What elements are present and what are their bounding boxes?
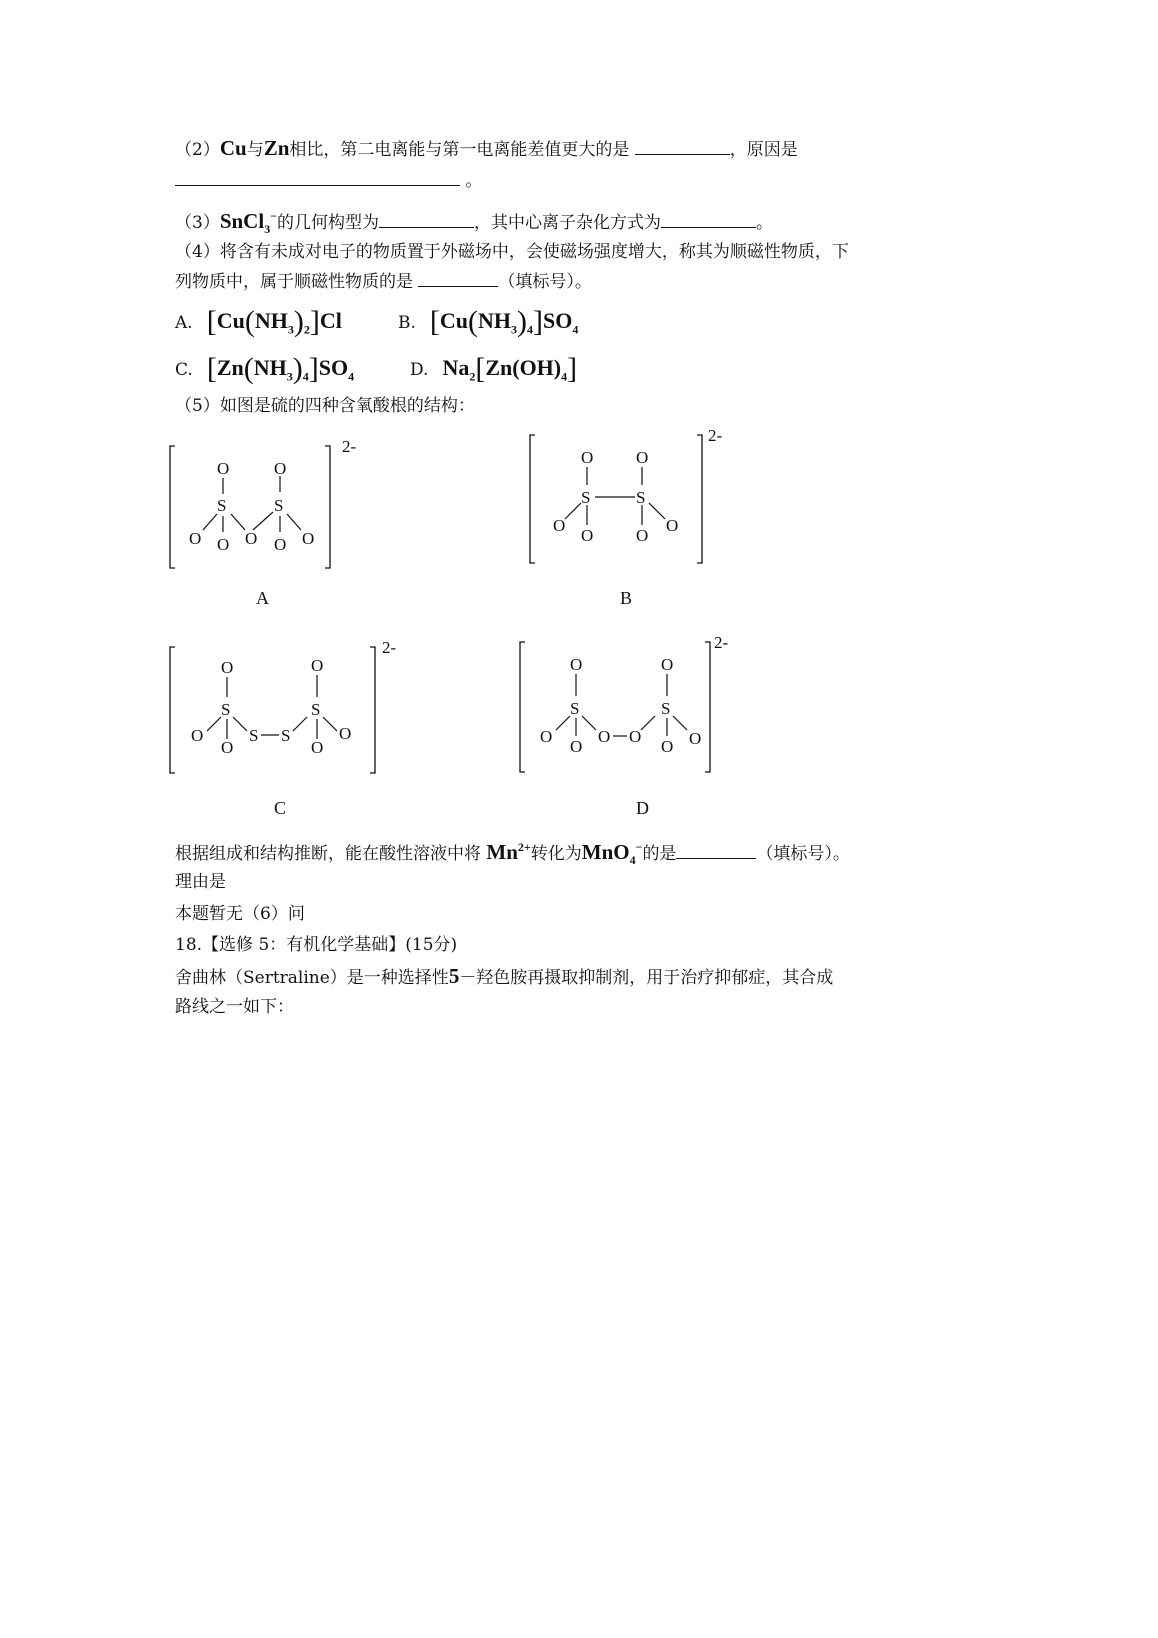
- svg-text:O: O: [553, 516, 566, 535]
- svg-text:O: O: [581, 448, 594, 467]
- formula-mno4: MnO$_4$−: [581, 840, 643, 868]
- svg-text:O: O: [661, 655, 674, 674]
- reason-line: 理由是: [175, 872, 226, 892]
- formula-sncl3: SnCl$_3$−: [219, 209, 278, 237]
- svg-text:O: O: [191, 726, 204, 745]
- option-c: C. $[Zn(NH_3)_4]SO_4$: [175, 352, 355, 385]
- svg-text:2-: 2-: [342, 437, 357, 456]
- formula-mn2: $Mn^{2+}$: [486, 840, 531, 864]
- option-d: D. $Na_2[Zn(OH)_4]$: [410, 352, 578, 385]
- question-3: （3）SnCl$_3$−的几何构型为 ，其中心离子杂化方式为 。: [175, 209, 774, 237]
- question-18-line2: 路线之一如下：: [175, 997, 294, 1017]
- svg-text:O: O: [581, 526, 594, 545]
- question-2: （2）Cu与Zn相比，第二电离能与第一电离能差值更大的是 ，原因是: [175, 136, 798, 160]
- svg-text:O: O: [570, 737, 583, 756]
- svg-text:O: O: [221, 658, 234, 677]
- svg-text:S: S: [249, 726, 259, 745]
- answer-blank[interactable]: [379, 213, 474, 228]
- question-18-title: 18.【选修 5：有机化学基础】(15分): [175, 935, 458, 955]
- svg-text:2-: 2-: [382, 638, 397, 657]
- formula-cu: Cu: [219, 136, 247, 160]
- question-2-line2: 。: [175, 170, 482, 192]
- option-a: A. $[Cu(NH_3)_2]Cl$: [175, 305, 342, 338]
- svg-text:O: O: [221, 738, 234, 757]
- svg-text:S: S: [311, 700, 321, 719]
- svg-text:O: O: [302, 529, 315, 548]
- answer-blank[interactable]: [661, 213, 756, 228]
- structure-a: [165, 430, 375, 584]
- svg-text:O: O: [274, 459, 287, 478]
- svg-text:O: O: [339, 724, 352, 743]
- svg-text:O: O: [689, 729, 702, 748]
- svg-text:O: O: [636, 448, 649, 467]
- svg-text:S: S: [636, 488, 646, 507]
- svg-text:O: O: [540, 727, 553, 746]
- svg-text:O: O: [311, 738, 324, 757]
- label-a: A: [256, 588, 269, 608]
- svg-text:O: O: [274, 535, 287, 554]
- answer-blank[interactable]: [635, 140, 730, 155]
- svg-text:S: S: [221, 700, 231, 719]
- svg-text:2-: 2-: [708, 426, 723, 445]
- option-b: B. $[Cu(NH_3)_4]SO_4$: [398, 305, 579, 338]
- question-5-text: 根据组成和结构推断，能在酸性溶液中将 $Mn^{2+}$转化为MnO$_4$−的是 （填标号）。: [175, 840, 850, 868]
- question-18-line1: 舍曲林（Sertraline）是一种选择性5－羟色胺再摄取抑制剂，用于治疗抑郁症，其合成: [175, 964, 834, 988]
- svg-text:O: O: [598, 727, 611, 746]
- label-b: B: [620, 588, 633, 608]
- structure-d: [515, 630, 745, 784]
- svg-text:O: O: [311, 656, 324, 675]
- label-c: C: [274, 798, 287, 818]
- svg-text:O: O: [189, 529, 202, 548]
- svg-text:O: O: [666, 516, 679, 535]
- answer-blank[interactable]: [418, 272, 498, 287]
- svg-text:O: O: [661, 737, 674, 756]
- svg-text:O: O: [217, 459, 230, 478]
- svg-text:S: S: [661, 699, 671, 718]
- answer-blank[interactable]: [676, 844, 756, 859]
- svg-text:O: O: [629, 727, 642, 746]
- svg-text:S: S: [274, 496, 284, 515]
- question-5-intro: （5）如图是硫的四种含氧酸根的结构：: [175, 396, 475, 416]
- svg-text:S: S: [570, 699, 580, 718]
- svg-text:O: O: [636, 526, 649, 545]
- svg-text:O: O: [570, 655, 583, 674]
- svg-text:O: O: [245, 529, 258, 548]
- no-question-6: 本题暂无（6）问: [175, 904, 305, 924]
- svg-text:2-: 2-: [714, 633, 729, 652]
- question-4-line2: 列物质中，属于顺磁性物质的是 （填标号）。: [175, 272, 592, 292]
- svg-text:S: S: [217, 496, 227, 515]
- structure-c: [165, 635, 415, 789]
- svg-text:O: O: [217, 535, 230, 554]
- answer-blank[interactable]: [175, 171, 460, 186]
- label-d: D: [636, 798, 649, 818]
- structure-b: [525, 425, 735, 579]
- question-4-line1: （4）将含有未成对电子的物质置于外磁场中，会使磁场强度增大，称其为顺磁性物质，下: [175, 242, 849, 262]
- formula-zn: Zn: [263, 136, 290, 160]
- svg-text:S: S: [281, 726, 291, 745]
- svg-text:S: S: [581, 488, 591, 507]
